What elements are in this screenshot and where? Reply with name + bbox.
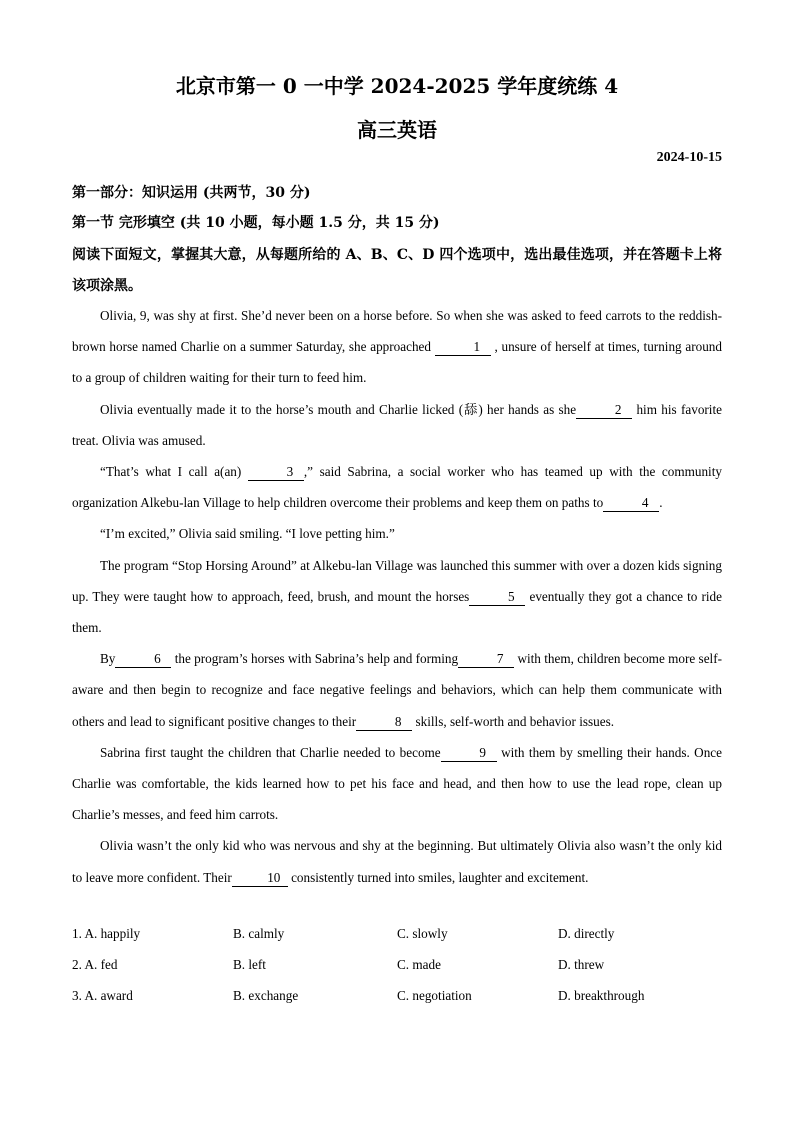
blank-2: 2 <box>576 402 632 419</box>
blank-8: 8 <box>356 714 412 731</box>
paragraph-8 <box>72 830 722 892</box>
option-b: B. calmly <box>233 926 285 941</box>
text: By <box>100 651 116 667</box>
option-a: 3. A. award <box>72 988 133 1003</box>
question-row <box>72 957 722 988</box>
blank-1: 1 <box>435 339 491 356</box>
question-row <box>72 926 722 957</box>
blank-6: 6 <box>115 651 171 668</box>
text: Olivia wasn’t the only kid who was nervous and shy at the beginning. But ultimately Olivia also wasn’t the only kid to leave more confident. Their <box>72 838 722 885</box>
exam-subtitle: 高三英语 <box>357 118 437 142</box>
blank-9: 9 <box>441 745 497 762</box>
paragraph-5 <box>72 550 722 644</box>
blank-5: 5 <box>469 589 525 606</box>
option-d: D. breakthrough <box>558 988 645 1003</box>
option-c: C. slowly <box>397 926 448 941</box>
text: with them by smelling their hands. Once Charlie was comfortable, the kids learned how to pet his face and head, and then how to use the lead rope, clean up Charlie’s messes, and feed him carrots. <box>72 744 722 823</box>
blank-4: 4 <box>603 495 659 512</box>
text: The program “Stop Horsing Around” at Alkebu-lan Village was launched this summer with over a dozen kids signing up. They were taught how to approach, feed, brush, and mount the horses <box>72 557 722 604</box>
paragraph-3 <box>72 456 722 518</box>
blank-10: 10 <box>232 870 288 887</box>
option-c: C. negotiation <box>397 988 472 1003</box>
text: “That’s what I call a(an) <box>100 464 248 480</box>
text: . <box>659 495 663 511</box>
text: Olivia eventually made it to the horse’s mouth and Charlie licked (舔) her hands as she <box>100 401 577 417</box>
text: consistently turned into smiles, laughter and excitement. <box>287 869 589 885</box>
part-heading: 第一部分：知识运用 (共两节，30 分) <box>72 185 311 201</box>
paragraph-4 <box>72 518 722 549</box>
option-b: B. exchange <box>233 988 299 1003</box>
paragraph-1 <box>72 300 722 394</box>
paragraph-7 <box>72 737 722 831</box>
text: , unsure of herself at times, turning around to a group of children waiting for their turn to feed him. <box>72 339 722 386</box>
text: with them, children become more self-aware and then begin to recognize and face negative feelings and behaviors, which can help them communicate with others and lead to significant positive changes to their <box>72 651 722 729</box>
cloze-passage <box>72 300 722 893</box>
text: the program’s horses with Sabrina’s help and forming <box>171 651 459 667</box>
option-a: 2. A. fed <box>72 957 118 972</box>
exam-date: 2024-10-15 <box>656 150 722 165</box>
question-row <box>72 988 722 1019</box>
question-options <box>72 926 722 1019</box>
paragraph-6 <box>72 643 722 737</box>
option-a: 1. A. happily <box>72 926 141 941</box>
text: Olivia, 9, was shy at first. She’d never been on a horse before. So when she was asked to feed carrots to the reddish-brown horse named Charlie on a summer Saturday, she approached <box>72 308 722 355</box>
exam-title: 北京市第一 0 一中学 2024-2025 学年度统练 4 <box>175 74 619 98</box>
option-d: D. threw <box>558 957 605 972</box>
option-b: B. left <box>233 957 266 972</box>
instruction-text: 阅读下面短文，掌握其大意，从每题所给的 A、B、C、D 四个选项中，选出最佳选项，并在答题卡上将该项涂黑。 <box>72 247 722 294</box>
option-d: D. directly <box>558 926 615 941</box>
text: ,” said Sabrina, a social worker who has teamed up with the community organization Alkebu-lan Village to help children overcome their problems and keep them on paths to <box>72 464 722 511</box>
paragraph-2 <box>72 394 722 456</box>
text: eventually they got a chance to ride them. <box>72 588 722 636</box>
text: him his favorite treat. Olivia was amused. <box>72 401 722 448</box>
blank-3: 3 <box>248 464 304 481</box>
option-c: C. made <box>397 957 441 972</box>
section-heading: 第一节 完形填空 (共 10 小题，每小题 1.5 分，共 15 分) <box>72 215 440 231</box>
text: “I’m excited,” Olivia said smiling. “I love petting him.” <box>100 526 395 542</box>
text: skills, self-worth and behavior issues. <box>412 713 615 729</box>
blank-7: 7 <box>458 651 514 668</box>
text: Sabrina first taught the children that Charlie needed to become <box>100 744 441 760</box>
